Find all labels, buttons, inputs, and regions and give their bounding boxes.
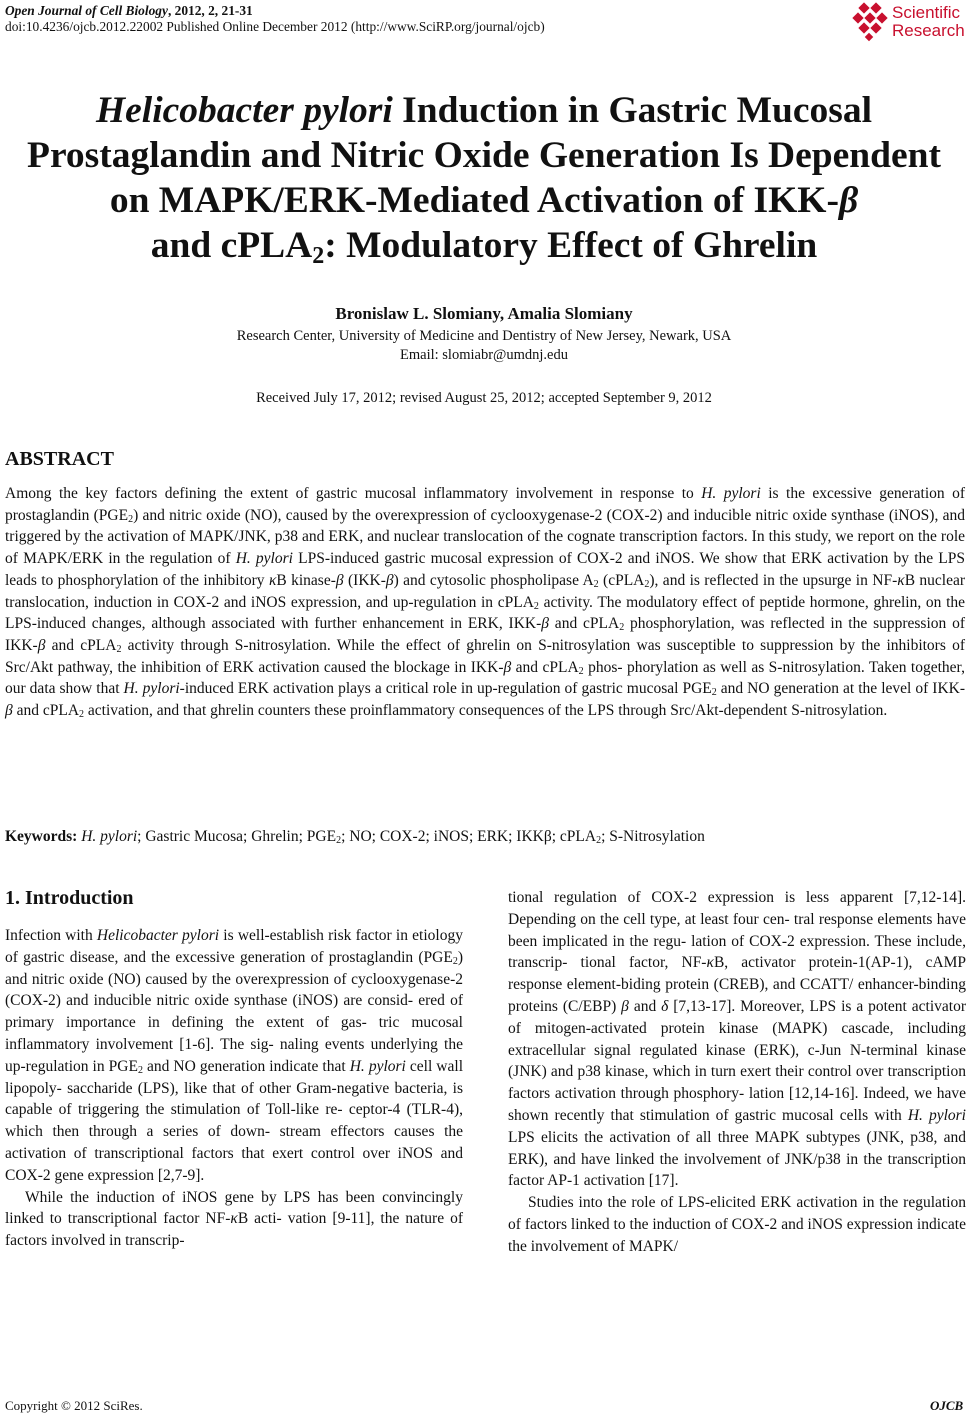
title-line-4: and cPLA$_2$: Modulatory Effect of Ghrelin: [150, 225, 818, 269]
body-paragraph: Infection with Helicobacter pylori is well-establish risk factor in etiology of gastric disease, and the excessive generation of prostaglandin $(PGE_2)$ and nitric oxide (NO) caused by the overexpression of cyclooxygenase-2 (COX-2) and inducible nitric oxide synthase (iNOS) are consid- ered of primary importance in defining the extent of gas- tric mucosal inflammatory involvement [1-6]. The sig- naling events underlying the up-regulation in $PGE_2$ and NO generation indicate that H. pylori cell wall lipopoly- saccharide (LPS), like that of other Gram-negative bacteria, is capable of triggering the stimulation of Toll-like re- ceptor-4 (TLR-4), which then through a series of down- stream effectors causes the activation of transcriptional factors that exert control over iNOS and COX-2 gene expression [2,7-9].: [5, 927, 463, 1184]
logo-text-top: Scientific: [892, 3, 961, 22]
title-line-2: Prostaglandin and Nitric Oxide Generation Is Dependent: [27, 135, 941, 176]
logo-text-bottom: Research: [892, 21, 965, 40]
abstract-body: [5, 483, 965, 722]
body-paragraph: Studies into the role of LPS-elicited ERK activation in the regulation of factors linked to the induction of COX-2 and iNOS expression indicate the involvement of MAPK/: [508, 1194, 966, 1255]
journal-citation: [5, 3, 545, 19]
affiliation: Research Center, University of Medicine and Dentistry of New Jersey, Newark, USA: [236, 328, 732, 344]
logo-diamond-icon: [865, 33, 873, 41]
logo-diamond-icon: [864, 12, 875, 23]
running-header: [5, 3, 545, 35]
body-paragraph: tional regulation of COX-2 expression is less apparent [7,12-14]. Depending on the cell type, at least four cen- tral response elements have been implicated in the regu- lation of COX-2 expression. These include, transcrip- tional factor, NF-κB, activator protein-1(AP-1), cAMP response element-biding protein (CREB), and CCATT/ enhancer-binding proteins (C/EBP) β and δ [7,13-17]. Moreover, LPS is a potent activator of mitogen-activated protein kinase (MAPK) cascade, including extracellular signal regulated kinase (ERK), c-Jun N-terminal kinase (JNK) and p38 kinase, which in turn exert their control over transcription factors activation through phosphory- lation [12,14-16]. Indeed, we have shown recently that stimulation of gastric mucosal cells with H. pylori LPS elicits the activation of all three MAPK subtypes (JNK, p38, and ERK), and have linked the involvement of JNK/p38 in the transcription factor AP-1 activation [17].: [508, 889, 966, 1190]
logo-diamond-icon: [858, 2, 869, 13]
body-column-left: [5, 925, 463, 1252]
footer-journal-abbr: OJCB: [930, 1398, 964, 1413]
author-list: Bronislaw L. Slomiany, Amalia Slomiany: [335, 304, 633, 323]
body-paragraph: While the induction of iNOS gene by LPS has been convincingly linked to transcriptional factor NF-κB acti- vation [9-11], the nature of factors involved in transcrip-: [5, 1188, 463, 1250]
keywords-label: Keywords:: [5, 828, 78, 845]
journal-name: Open Journal of Cell Biology: [5, 3, 168, 18]
body-column-right: [508, 887, 966, 1258]
submission-dates: Received July 17, 2012; revised August 25, 2012; accepted September 9, 2012: [256, 390, 712, 406]
abstract-paragraph: Among the key factors defining the extent of gastric mucosal inflammatory involvement in response to H. pylori is the excessive generation of prostaglandin $(PGE_2)$ and nitric oxide (NO), caused by the overexpression of cyclooxygenase-2 (COX-2) and inducible nitric oxide synthase (iNOS), and triggered by the activation of MAPK/JNK, p38 and ERK, and nuclear translocation of the cognate transcription factors. In this study, we report on the role of MAPK/ERK in the regulation of H. pylori LPS-induced gastric mucosal expression of COX-2 and iNOS. We show that ERK activation by the LPS leads to phosphorylation of the inhibitory κB kinase-β (IKK-β) and cytosolic phospholipase $A_2$ (cPLA$_2$), and is reflected in the upsurge in NF-κB nuclear translocation, induction in COX-2 and iNOS expression, and up-regulation in cPLA$_2$ activity. The modulatory effect of peptide hormone, ghrelin, on the LPS-induced changes, although associated with further enhancement in ERK, IKK-β and cPLA$_2$ phosphorylation, was reflected in the suppression of IKK-β and cPLA$_2$ activity through S-nitrosylation. While the effect of ghrelin on S-nitrosylation was susceptible to suppression by the inhibitors of Src/Akt pathway, the inhibition of ERK activation caused the blockage in IKK-β and cPLA$_2$ phos- phorylation as well as S-nitrosylation. Taken together, our data show that H. pylori-induced ERK activation plays a critical role in up-regulation of gastric mucosal $PGE_2$ and NO generation at the level of IKK-β and cPLA$_2$ activation, and that ghrelin counters these proinflammatory consequences of the LPS through Src/Akt-dependent S-nitrosylation.: [5, 485, 966, 721]
section-heading-introduction: 1. Introduction: [5, 887, 134, 909]
abstract-heading: ABSTRACT: [5, 448, 114, 470]
footer-copyright: Copyright © 2012 SciRes.: [5, 1398, 143, 1413]
paper-title: [0, 88, 968, 268]
title-line-1: Helicobacter pylori Induction in Gastric Mucosal: [95, 90, 872, 131]
logo-diamond-icon: [876, 12, 887, 23]
logo-diamond-icon: [852, 12, 863, 23]
publisher-logo: [852, 2, 968, 42]
doi-line: doi:10.4236/ojcb.2012.22002 Published Online December 2012 (http://www.SciRP.org/journal/ojcb): [5, 19, 545, 34]
journal-volume: , 2012, 2, 21-31: [167, 3, 253, 18]
logo-diamond-icon: [870, 2, 881, 13]
keywords: Keywords: H. pylori; Gastric Mucosa; Ghrelin; $PGE_2$; NO; COX-2; iNOS; ERK; IKKβ; cPLA$_2$; S-Nitrosylation: [5, 828, 705, 846]
logo-diamond-icon: [870, 22, 881, 33]
author-email: Email: slomiabr@umdnj.edu: [400, 347, 568, 363]
title-line-3: on MAPK/ERK-Mediated Activation of IKK-β: [109, 180, 859, 221]
